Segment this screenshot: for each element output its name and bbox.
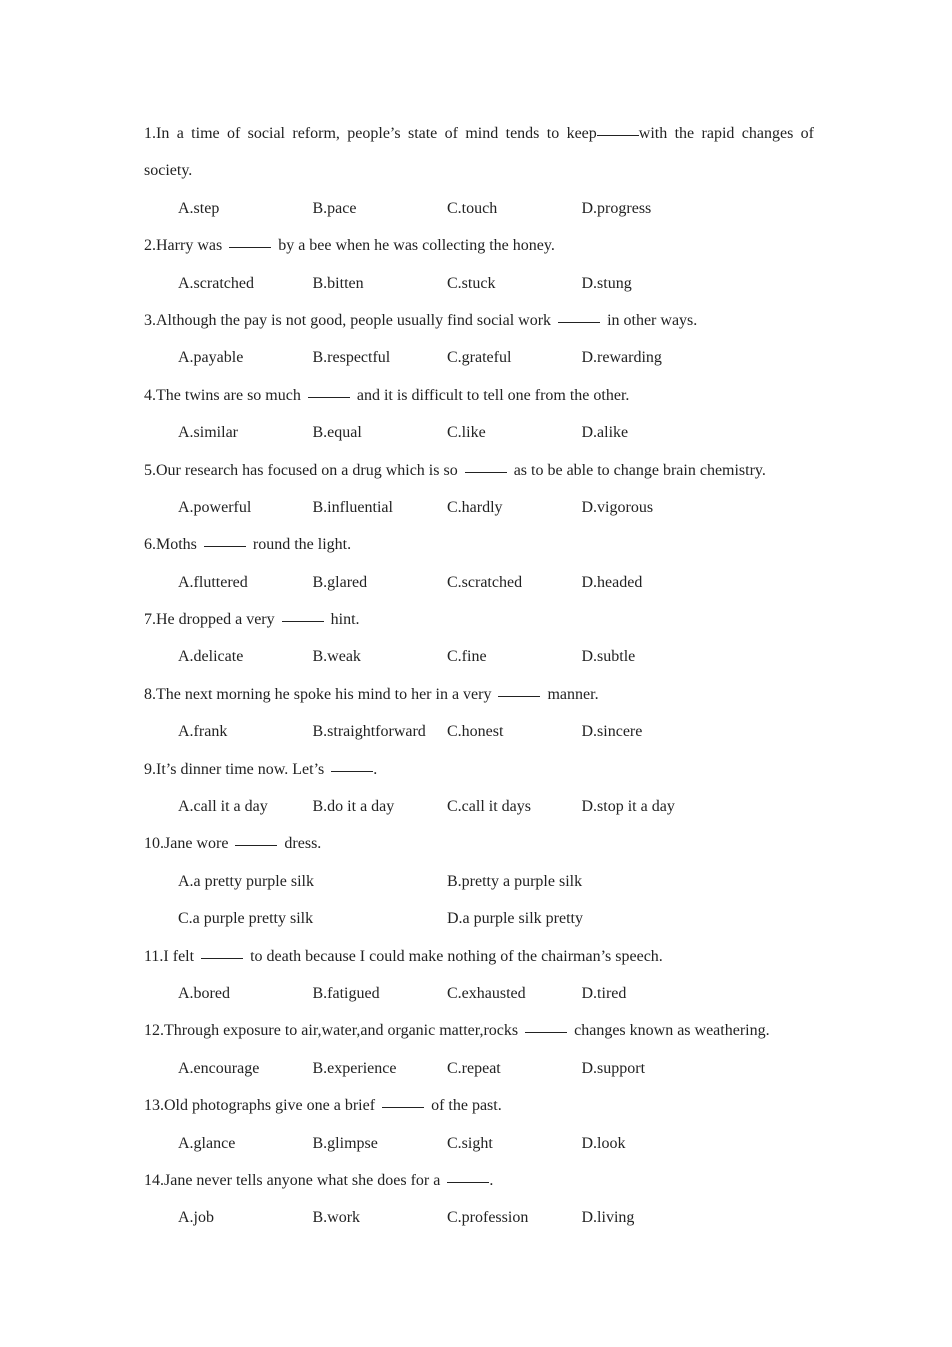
- answer-blank: [235, 844, 277, 846]
- option-c: C.stuck: [447, 274, 496, 292]
- option-a: A.encourage: [178, 1059, 260, 1077]
- question-10-options-row-1: [144, 863, 814, 900]
- question-text: 1.In a time of social reform, people’s state of mind tends to keep: [144, 125, 597, 142]
- question-text: 11.I felt: [144, 947, 195, 965]
- option-a: A.scratched: [178, 274, 254, 292]
- option-b: B.glimpse: [312, 1134, 378, 1152]
- option-d: D.support: [581, 1059, 646, 1077]
- question-9-stem: [144, 751, 814, 788]
- option-d: D.stung: [581, 274, 632, 292]
- question-list: [144, 115, 814, 1237]
- question-5-options: [144, 489, 814, 526]
- option-c: C.sight: [447, 1134, 493, 1152]
- question-1-options: [144, 190, 814, 227]
- question-text: hint.: [330, 611, 360, 629]
- question-text: to death because I could make nothing of the chairman’s speech.: [250, 947, 663, 965]
- option-c: C.fine: [447, 648, 487, 666]
- option-b: B.respectful: [312, 349, 391, 367]
- question-text: 5.Our research has focused on a drug which is so: [144, 461, 458, 479]
- question-text: dress.: [284, 835, 322, 853]
- question-text: 10.Jane wore: [144, 835, 229, 853]
- answer-blank: [282, 620, 324, 622]
- question-1-continuation: [144, 152, 814, 189]
- option-d: D.progress: [581, 199, 652, 217]
- question-text: 8.The next morning he spoke his mind to her in a very: [144, 685, 492, 703]
- answer-blank: [525, 1031, 567, 1033]
- question-11-stem: [144, 938, 814, 975]
- option-c: C.a purple pretty silk: [178, 910, 314, 928]
- question-14-options: [144, 1199, 814, 1236]
- option-d: D.tired: [581, 984, 627, 1002]
- option-d: D.rewarding: [581, 349, 662, 367]
- answer-blank: [558, 321, 600, 323]
- option-d: D.alike: [581, 424, 629, 442]
- option-b: B.pretty a purple silk: [447, 872, 583, 890]
- option-b: B.equal: [312, 424, 362, 442]
- question-text: 4.The twins are so much: [144, 386, 301, 404]
- option-a: A.job: [178, 1209, 214, 1227]
- question-3-stem: [144, 302, 814, 339]
- option-c: C.grateful: [447, 349, 512, 367]
- question-2-stem: [144, 227, 814, 264]
- option-b: B.straightforward: [312, 723, 426, 741]
- option-a: A.fluttered: [178, 573, 248, 591]
- question-text: with the rapid changes of: [638, 125, 814, 142]
- question-text: 14.Jane never tells anyone what she does for a: [144, 1171, 441, 1189]
- option-a: A.step: [178, 199, 220, 217]
- answer-blank: [204, 545, 246, 547]
- answer-blank: [498, 695, 540, 697]
- question-12-options: [144, 1050, 814, 1087]
- question-7-stem: [144, 601, 814, 638]
- option-d: D.headed: [581, 573, 643, 591]
- question-3-options: [144, 339, 814, 376]
- answer-blank: [308, 396, 350, 398]
- option-c: C.hardly: [447, 498, 503, 516]
- question-text: and it is difficult to tell one from the other.: [356, 386, 630, 404]
- question-11-options: [144, 975, 814, 1012]
- question-9-options: [144, 788, 814, 825]
- option-b: B.fatigued: [312, 984, 380, 1002]
- question-text: 7.He dropped a very: [144, 611, 275, 629]
- option-d: D.subtle: [581, 648, 636, 666]
- option-b: B.pace: [312, 199, 357, 217]
- answer-blank: [447, 1181, 489, 1183]
- question-text: as to be able to change brain chemistry.: [513, 461, 766, 479]
- question-4-stem: [144, 377, 814, 414]
- answer-blank: [331, 770, 373, 772]
- question-8-stem: [144, 676, 814, 713]
- answer-blank: [382, 1106, 424, 1108]
- question-2-options: [144, 265, 814, 302]
- option-b: B.work: [312, 1209, 361, 1227]
- question-10-options-row-2: [144, 900, 814, 937]
- question-6-options: [144, 564, 814, 601]
- option-c: C.scratched: [447, 573, 523, 591]
- option-d: D.a purple silk pretty: [447, 910, 583, 928]
- question-text: changes known as weathering.: [574, 1022, 770, 1040]
- option-d: D.look: [581, 1134, 626, 1152]
- option-d: D.sincere: [581, 723, 643, 741]
- option-b: B.glared: [312, 573, 368, 591]
- question-14-stem: [144, 1162, 814, 1199]
- option-c: C.honest: [447, 723, 504, 741]
- option-a: A.payable: [178, 349, 244, 367]
- option-a: A.a pretty purple silk: [178, 872, 314, 890]
- answer-blank: [229, 246, 271, 248]
- question-13-stem: [144, 1087, 814, 1124]
- option-d: D.vigorous: [581, 498, 654, 516]
- question-1-stem: [144, 115, 814, 152]
- option-d: D.stop it a day: [581, 798, 675, 816]
- option-b: B.experience: [312, 1059, 397, 1077]
- question-text: by a bee when he was collecting the honey.: [278, 237, 555, 255]
- question-13-options: [144, 1125, 814, 1162]
- question-text: in other ways.: [607, 311, 698, 329]
- question-text: round the light.: [252, 536, 352, 554]
- option-a: A.call it a day: [178, 798, 268, 816]
- option-c: C.repeat: [447, 1059, 501, 1077]
- option-b: B.bitten: [312, 274, 364, 292]
- question-10-stem: [144, 825, 814, 862]
- option-c: C.call it days: [447, 798, 531, 816]
- option-a: A.powerful: [178, 498, 252, 516]
- question-6-stem: [144, 526, 814, 563]
- option-b: B.weak: [312, 648, 361, 666]
- option-c: C.exhausted: [447, 984, 526, 1002]
- question-8-options: [144, 713, 814, 750]
- option-c: C.like: [447, 424, 486, 442]
- question-text: 6.Moths: [144, 536, 197, 554]
- option-b: B.influential: [312, 498, 393, 516]
- option-d: D.living: [581, 1209, 635, 1227]
- answer-blank: [465, 471, 507, 473]
- question-text: 9.It’s dinner time now. Let’s: [144, 760, 325, 778]
- option-c: C.profession: [447, 1209, 529, 1227]
- question-text: 13.Old photographs give one a brief: [144, 1097, 376, 1115]
- answer-blank: [201, 957, 243, 959]
- question-text: .: [373, 760, 378, 778]
- option-a: A.frank: [178, 723, 228, 741]
- option-c: C.touch: [447, 199, 498, 217]
- option-a: A.similar: [178, 424, 238, 442]
- question-text: society.: [144, 162, 193, 180]
- answer-blank: [597, 134, 639, 136]
- question-text: 3.Although the pay is not good, people usually find social work: [144, 311, 552, 329]
- question-7-options: [144, 638, 814, 675]
- question-text: manner.: [547, 685, 599, 703]
- question-text: .: [489, 1171, 494, 1189]
- option-a: A.delicate: [178, 648, 244, 666]
- question-text: 2.Harry was: [144, 237, 223, 255]
- option-b: B.do it a day: [312, 798, 395, 816]
- question-5-stem: [144, 452, 814, 489]
- question-text: of the past.: [431, 1097, 502, 1115]
- option-a: A.bored: [178, 984, 230, 1002]
- question-4-options: [144, 414, 814, 451]
- option-a: A.glance: [178, 1134, 236, 1152]
- question-12-stem: [144, 1012, 814, 1049]
- question-text: 12.Through exposure to air,water,and organic matter,rocks: [144, 1022, 519, 1040]
